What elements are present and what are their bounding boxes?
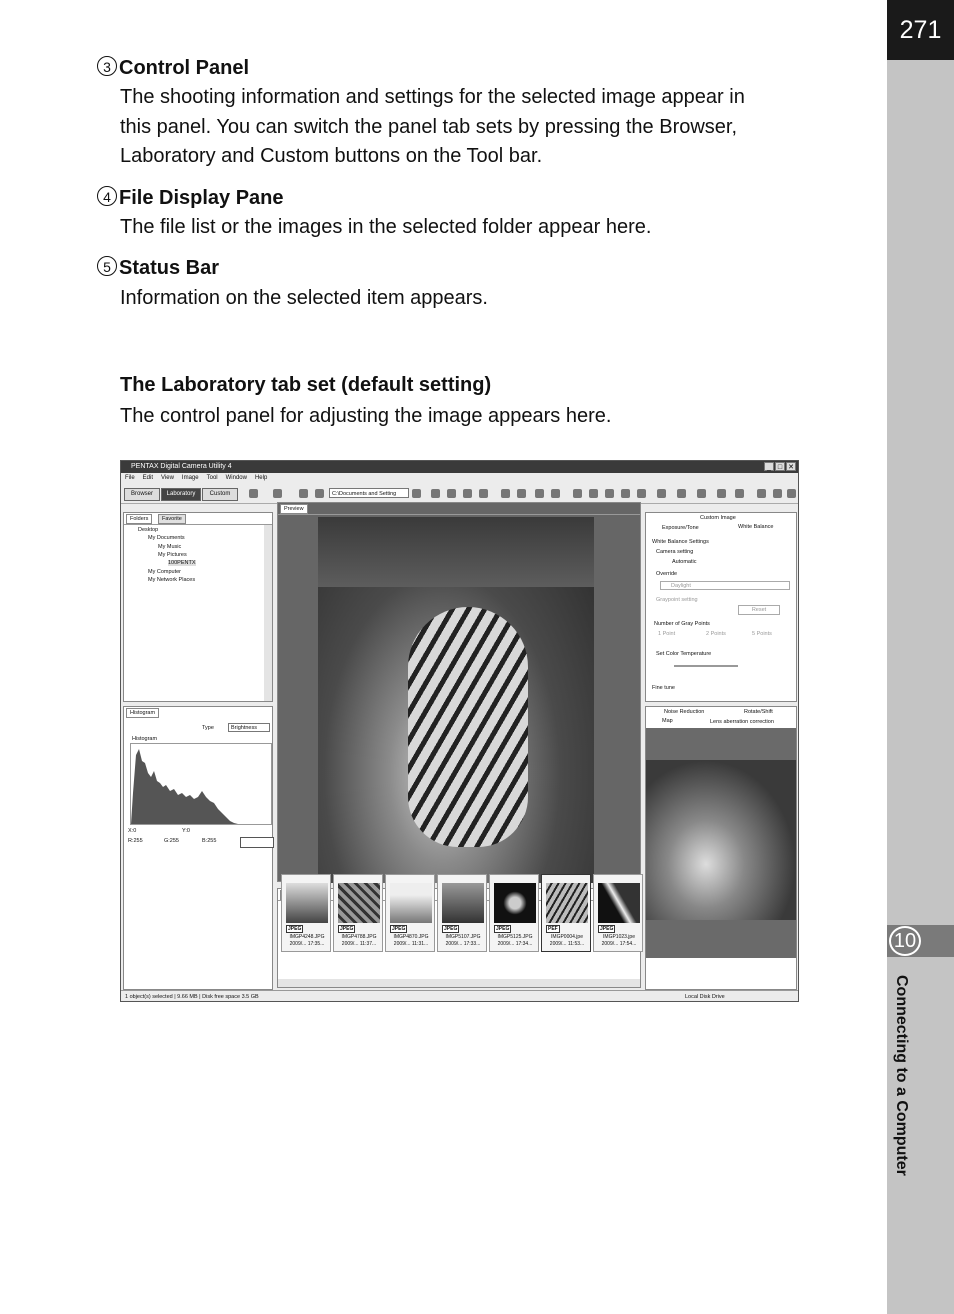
tab-folders[interactable]: Folders xyxy=(126,514,152,524)
file-name: IMGP4788.JPG xyxy=(341,934,377,940)
menu-tool[interactable]: Tool xyxy=(206,475,218,481)
tool-icon[interactable] xyxy=(605,489,614,498)
custom-button[interactable]: Custom xyxy=(202,488,238,501)
tool-icon[interactable] xyxy=(697,489,706,498)
format-badge: PEF xyxy=(548,926,558,932)
thumbnail[interactable] xyxy=(437,874,487,952)
zoom-icon[interactable] xyxy=(773,489,782,498)
thumbnail-image xyxy=(546,883,588,923)
thumbnail-image xyxy=(338,883,380,923)
type-select[interactable]: Brightness xyxy=(228,723,270,732)
thumbnail-image xyxy=(494,883,536,923)
control-panel xyxy=(645,512,797,702)
five-points-radio[interactable]: 5 Points xyxy=(752,631,772,637)
set-color-temp-radio[interactable]: Set Color Temperature xyxy=(656,651,712,657)
g-readout: G:255 xyxy=(164,838,179,844)
num-gray-label: Number of Gray Points xyxy=(654,621,710,627)
automatic-label: Automatic xyxy=(672,559,697,565)
status-text: 1 object(s) selected | 9.66 MB | Disk free space 3.5 GB xyxy=(125,994,259,1000)
camera-setting-radio[interactable]: Camera setting xyxy=(656,549,694,555)
thumbnail-image xyxy=(598,883,640,923)
tool-icon[interactable] xyxy=(589,489,598,498)
chapter-number: 10 xyxy=(889,926,921,956)
menu-bar xyxy=(121,473,799,483)
thumbnail-image xyxy=(390,883,432,923)
tool-icon[interactable] xyxy=(621,489,630,498)
tab-custom-image[interactable]: Custom Image xyxy=(700,515,736,521)
tab-histogram[interactable]: Histogram xyxy=(126,708,159,718)
up-icon[interactable] xyxy=(299,489,308,498)
tool-icon[interactable] xyxy=(717,489,726,498)
home-icon[interactable] xyxy=(315,489,324,498)
b-readout: B:255 xyxy=(202,838,217,844)
menu-file[interactable]: File xyxy=(125,475,135,481)
divider xyxy=(124,524,272,525)
folders-panel xyxy=(123,512,273,702)
photo-subject xyxy=(408,607,528,847)
preview-pane xyxy=(277,502,641,882)
file-name: IMGP4870.JPG xyxy=(393,934,429,940)
map-photo xyxy=(646,760,796,920)
histogram-panel xyxy=(123,706,273,990)
file-date: 2009/... 11:53... xyxy=(549,941,585,947)
path-input[interactable]: C:\Documents and Setting xyxy=(329,488,409,498)
thumbnail[interactable] xyxy=(281,874,331,952)
file-date: 2009/... 17:35... xyxy=(289,941,325,947)
tab-noise-reduction[interactable]: Noise Reduction xyxy=(664,709,705,715)
tab-map[interactable]: Map xyxy=(662,718,673,724)
one-point-radio[interactable]: 1 Point xyxy=(658,631,676,637)
tool-icon[interactable] xyxy=(447,489,456,498)
section-body: Information on the selected item appears. xyxy=(120,287,488,309)
tool-icon[interactable] xyxy=(479,489,488,498)
format-badge: JPEG xyxy=(340,926,354,932)
tree-item-my-music[interactable]: My Music xyxy=(158,544,182,550)
section-heading: 4 File Display Pane xyxy=(97,186,284,210)
thumbnail-selected[interactable] xyxy=(541,874,591,952)
reset-button[interactable]: Reset xyxy=(738,605,780,615)
scrollbar[interactable] xyxy=(278,979,640,987)
tab-preview[interactable]: Preview xyxy=(280,504,308,514)
daylight-select[interactable]: Daylight xyxy=(660,581,790,590)
graypoint-checkbox[interactable]: Graypoint setting xyxy=(656,597,698,603)
lab-heading: The Laboratory tab set (default setting) xyxy=(120,374,492,396)
file-date: 2009/... 17:54... xyxy=(601,941,637,947)
file-date: 2009/... 17:34... xyxy=(497,941,533,947)
section-body: The file list or the images in the selected folder appear here. xyxy=(120,216,652,238)
laboratory-button[interactable]: Laboratory xyxy=(161,488,201,501)
thumbnail[interactable] xyxy=(333,874,383,952)
forward-icon[interactable] xyxy=(273,489,282,498)
divider xyxy=(278,514,640,515)
tab-lens-aberration[interactable]: Lens aberration correction xyxy=(710,719,774,725)
preview-photo xyxy=(318,517,594,883)
file-name: IMGP1023.jpe xyxy=(603,934,635,940)
tool-icon[interactable] xyxy=(677,489,686,498)
app-screenshot xyxy=(120,460,799,1002)
maximize-button[interactable]: □ xyxy=(775,462,785,471)
tool-icon[interactable] xyxy=(735,489,744,498)
color-swatch xyxy=(240,837,274,848)
minimize-button[interactable]: _ xyxy=(764,462,774,471)
tool-icon[interactable] xyxy=(657,489,666,498)
status-bar xyxy=(121,990,798,1002)
tree-item-my-network-places[interactable]: My Network Places xyxy=(148,577,196,583)
tree-item-my-pictures[interactable]: My Pictures xyxy=(158,552,187,558)
app-titlebar xyxy=(121,461,798,473)
section-heading: 3 Control Panel xyxy=(97,56,249,80)
y-readout: Y:0 xyxy=(182,828,190,834)
histogram-graph xyxy=(130,743,272,825)
x-readout: X:0 xyxy=(128,828,137,834)
toolbar xyxy=(121,484,798,504)
tool-icon[interactable] xyxy=(517,489,526,498)
file-name: IMGP5107.JPG xyxy=(445,934,481,940)
app-title: PENTAX Digital Camera Utility 4 xyxy=(131,463,232,470)
tree-item-my-documents[interactable]: My Documents xyxy=(148,535,185,541)
tool-icon[interactable] xyxy=(501,489,510,498)
tool-icon[interactable] xyxy=(637,489,646,498)
histogram-group-label: Histogram xyxy=(132,736,158,742)
photo-log-area xyxy=(318,517,594,587)
file-date: 2009/... 11:31... xyxy=(393,941,429,947)
back-icon[interactable] xyxy=(249,489,258,498)
thumbnail[interactable] xyxy=(385,874,435,952)
menu-help[interactable]: Help xyxy=(254,475,268,481)
section-number: 5 xyxy=(97,256,117,276)
format-badge: JPEG xyxy=(392,926,406,932)
file-date: 2009/... 17:33... xyxy=(445,941,481,947)
fine-tune-label: Fine tune xyxy=(652,685,675,691)
tool-icon[interactable] xyxy=(463,489,472,498)
section-heading: 5 Status Bar xyxy=(97,256,219,280)
tree-item-100pentx[interactable]: 100PENTX xyxy=(168,560,196,566)
file-date: 2009/... 11:37... xyxy=(341,941,377,947)
two-points-radio[interactable]: 2 Points xyxy=(706,631,726,637)
chapter-title: Connecting to a Computer xyxy=(893,975,910,1176)
r-readout: R:255 xyxy=(128,838,143,844)
wb-settings-label: White Balance Settings xyxy=(652,539,709,545)
help-icon[interactable] xyxy=(551,489,560,498)
tab-favorite[interactable]: Favorite xyxy=(158,514,186,524)
tab-rotate-shift[interactable]: Rotate/Shift xyxy=(744,709,773,715)
tool-icon[interactable] xyxy=(757,489,766,498)
page-number: 271 xyxy=(887,0,954,60)
section-number: 4 xyxy=(97,186,117,206)
map-panel xyxy=(645,706,797,990)
menu-view[interactable]: View xyxy=(161,475,174,481)
menu-image[interactable]: Image xyxy=(181,475,199,481)
thumbnail[interactable] xyxy=(593,874,643,952)
scrollbar[interactable] xyxy=(264,525,272,701)
type-label: Type xyxy=(202,725,214,731)
section-body: The shooting information and settings for the selected image appear in this panel. You can switch the panel tab sets by pressing the Browser, Laboratory and Custom buttons on the Tool bar. xyxy=(120,86,745,167)
format-badge: JPEG xyxy=(600,926,614,932)
menu-window[interactable]: Window xyxy=(225,475,247,481)
file-name: IMGP4248.JPG xyxy=(289,934,325,940)
tab-exposure-tone[interactable]: Exposure/Tone xyxy=(662,525,699,531)
file-name: IMGP5125.JPG xyxy=(497,934,533,940)
section-number: 3 xyxy=(97,56,117,76)
format-badge: JPEG xyxy=(288,926,302,932)
rotate-icon[interactable] xyxy=(573,489,582,498)
format-badge: JPEG xyxy=(444,926,458,932)
color-temp-slider[interactable] xyxy=(674,665,738,667)
window-controls xyxy=(764,462,796,471)
menu-edit[interactable]: Edit xyxy=(142,475,154,481)
close-button[interactable]: ✕ xyxy=(786,462,796,471)
settings-icon[interactable] xyxy=(535,489,544,498)
thumbnail[interactable] xyxy=(489,874,539,952)
tool-icon[interactable] xyxy=(431,489,440,498)
map-view xyxy=(646,728,796,958)
format-badge: JPEG xyxy=(496,926,510,932)
override-radio[interactable]: Override xyxy=(656,571,678,577)
status-drive: Local Disk Drive xyxy=(685,994,725,1000)
file-name: IMGP0004.jpe xyxy=(551,934,583,940)
thumbnail-image xyxy=(442,883,484,923)
browser-button[interactable]: Browser xyxy=(124,488,160,501)
tree-item-my-computer[interactable]: My Computer xyxy=(148,569,182,575)
refresh-icon[interactable] xyxy=(412,489,421,498)
thumbnail-image xyxy=(286,883,328,923)
lab-text: The control panel for adjusting the image appears here. xyxy=(120,405,612,427)
tree-item-desktop[interactable]: Desktop xyxy=(138,527,159,533)
tab-white-balance[interactable]: White Balance xyxy=(738,524,774,530)
tool-icon[interactable] xyxy=(787,489,796,498)
